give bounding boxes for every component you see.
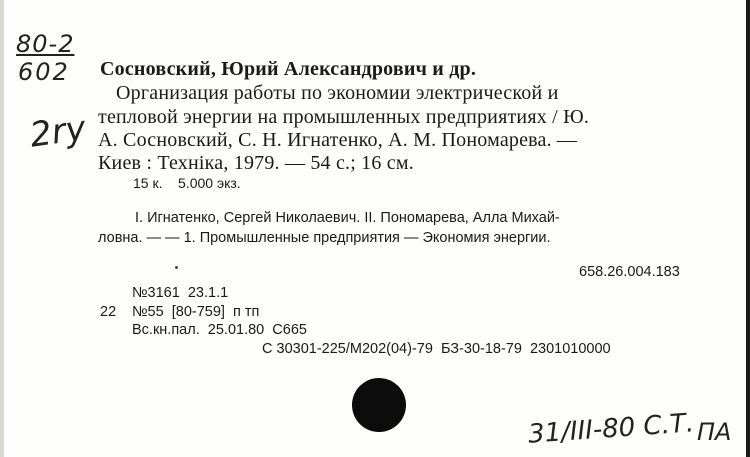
handwritten-initials: ПА <box>697 418 732 446</box>
handwritten-code-bottom: 602 <box>18 58 70 86</box>
handwritten-code-top: 80-2 <box>16 30 75 58</box>
card-right-edge <box>746 0 750 457</box>
record-number: №3161 23.1.1 <box>132 285 229 301</box>
tracings-line-1: I. Игнатенко, Сергей Николаевич. II. Пономарева, Алла Михай- <box>135 210 560 226</box>
description-line-4: Киев : Техніка, 1979. — 54 с.; 16 см. <box>98 152 414 174</box>
book-chamber-line: Вс.кн.пал. 25.01.80 С665 <box>132 322 307 338</box>
card-left-edge <box>0 0 4 457</box>
stray-mark <box>175 266 178 269</box>
author-heading: Сосновский, Юрий Александрович и др. <box>100 58 477 80</box>
tracings-line-2: ловна. — — 1. Промышленные предприятия — Экономия энергии. <box>98 230 551 246</box>
handwritten-date: 31/III-80 С.Т. <box>527 408 696 450</box>
classification-index: 658.26.004.183 <box>579 264 680 280</box>
order-line: №55 [80-759] п тп <box>132 304 260 320</box>
price-and-print-run: 15 к. 5.000 экз. <box>133 175 241 191</box>
description-line-2: тепловой энергии на промышленных предприятиях / Ю. <box>98 106 590 128</box>
description-line-1: Организация работы по экономии электрической и <box>116 82 559 104</box>
handwritten-side-note: 2ry <box>27 108 89 156</box>
code-line: С 30301-225/М202(04)-79 БЗ-30-18-79 2301010000 <box>262 341 611 357</box>
order-prefix: 22 <box>100 304 117 320</box>
punch-hole <box>352 378 406 432</box>
description-line-3: А. Сосновский, С. Н. Игнатенко, А. М. Пономарева. — <box>98 129 578 151</box>
